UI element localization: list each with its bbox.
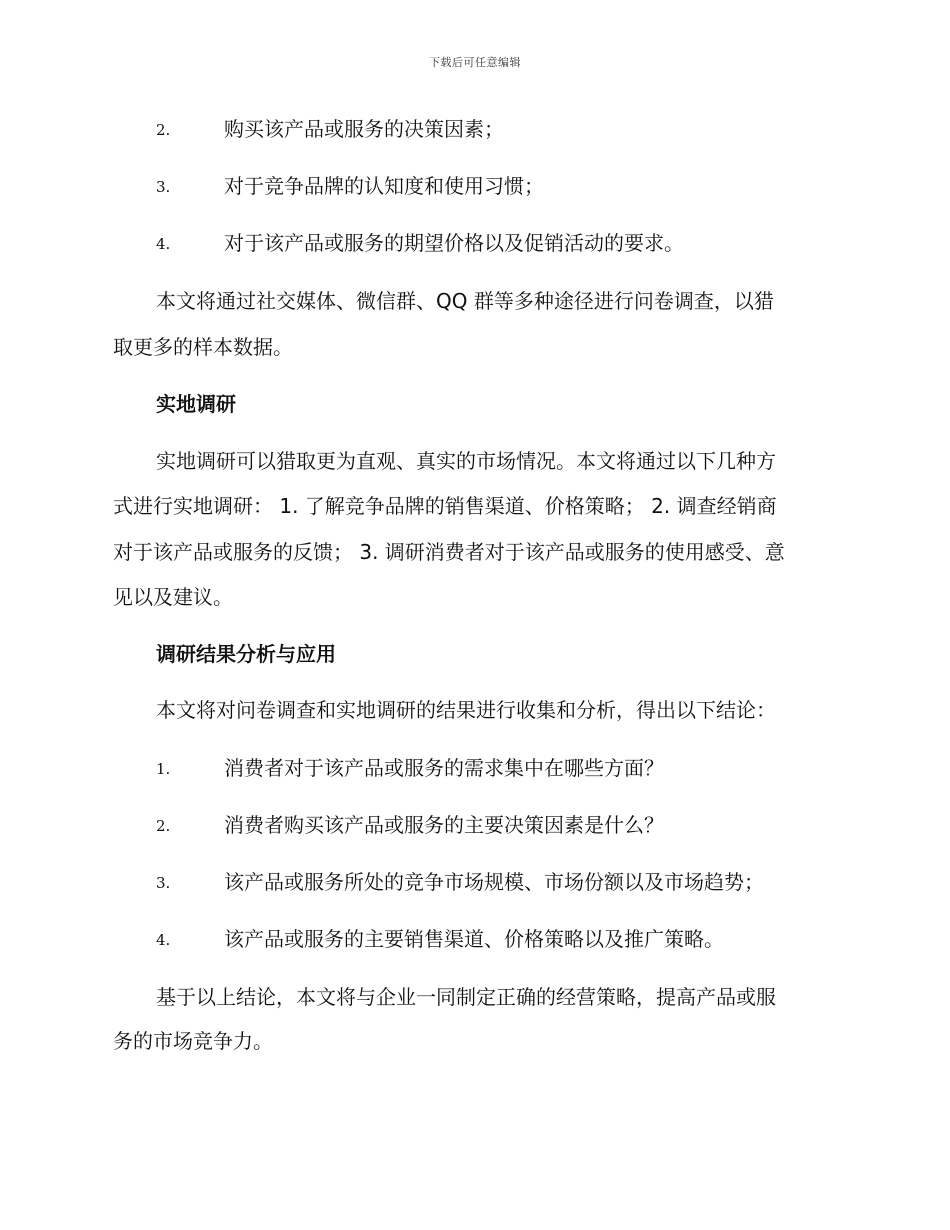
paragraph-line: 对于该产品或服务的反馈； 3. 调研消费者对于该产品或服务的使用感受、意 [113, 540, 785, 564]
list-item-number: 4. [156, 235, 171, 253]
list-item-number: 2. [156, 817, 171, 835]
list-item-number: 4. [156, 931, 171, 949]
list-item-text: 消费者购买该产品或服务的主要决策因素是什么？ [224, 813, 664, 837]
list-item-text: 该产品或服务所处的竞争市场规模、市场份额以及市场趋势； [224, 870, 764, 894]
list-item-text: 购买该产品或服务的决策因素； [224, 117, 504, 141]
list-item-number: 2. [156, 121, 171, 139]
paragraph-line: 实地调研可以猎取更为直观、真实的市场情况。本文将通过以下几种方 [156, 449, 776, 473]
list-item-number: 3. [156, 178, 171, 196]
section-heading: 实地调研 [156, 392, 236, 416]
list-item-text: 该产品或服务的主要销售渠道、价格策略以及推广策略。 [224, 927, 724, 951]
list-item-text: 对于竞争品牌的认知度和使用习惯； [224, 174, 544, 198]
paragraph-line: 本文将对问卷调查和实地调研的结果进行收集和分析，得出以下结论： [156, 698, 776, 722]
list-item-number: 1. [156, 760, 171, 778]
paragraph-line: 基于以上结论，本文将与企业一同制定正确的经营策略，提高产品或服 [156, 985, 776, 1009]
section-heading: 调研结果分析与应用 [156, 642, 336, 666]
list-item-text: 消费者对于该产品或服务的需求集中在哪些方面？ [224, 756, 664, 780]
paragraph-line: 式进行实地调研： 1. 了解竞争品牌的销售渠道、价格策略； 2. 调查经销商 [113, 494, 777, 518]
paragraph-line: 见以及建议。 [113, 585, 233, 609]
paragraph-line: 取更多的样本数据。 [113, 335, 293, 359]
paragraph-line: 本文将通过社交媒体、微信群、QQ 群等多种途径进行问卷调查，以猎 [156, 289, 774, 313]
page-header: 下载后可任意编辑 [429, 56, 521, 69]
list-item-text: 对于该产品或服务的期望价格以及促销活动的要求。 [224, 231, 684, 255]
list-item-number: 3. [156, 874, 171, 892]
paragraph-line: 务的市场竞争力。 [113, 1029, 273, 1053]
